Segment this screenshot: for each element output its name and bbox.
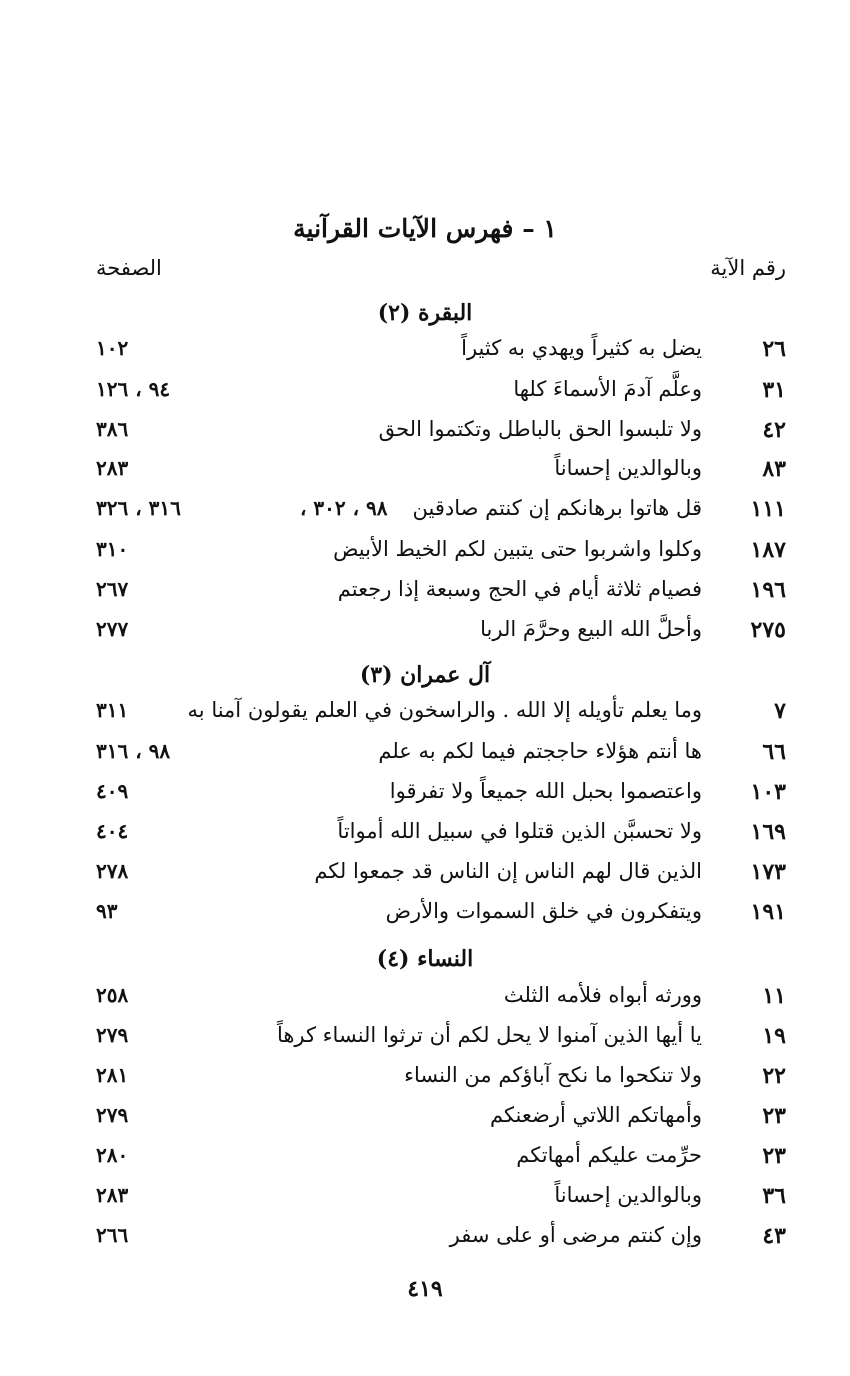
- verse-text: ولا تحسبَّن الذين قتلوا في سبيل الله أمواتاً: [337, 819, 702, 843]
- verse-text: الذين قال لهم الناس إن الناس قد جمعوا لكم: [314, 859, 702, 883]
- index-row: [0, 336, 850, 376]
- page-references: ٢٨٣: [96, 1183, 129, 1207]
- page-references: ٤٠٩: [96, 779, 129, 803]
- index-row: [0, 617, 850, 657]
- index-row: [0, 819, 850, 859]
- index-row: [0, 698, 850, 738]
- index-row: [0, 779, 850, 819]
- page-references: ١٠٢: [96, 336, 129, 360]
- verse-text: واعتصموا بحبل الله جميعاً ولا تفرقوا: [389, 779, 702, 803]
- page-references: ٢٧٨: [96, 859, 129, 883]
- verse-number: ٢٣: [762, 1103, 786, 1129]
- verse-number: ٦٦: [762, 739, 786, 765]
- verse-text: وأمهاتكم اللاتي أرضعنكم: [489, 1103, 702, 1127]
- page-references: ٢٧٩: [96, 1023, 129, 1047]
- index-row: [0, 1223, 850, 1263]
- verse-text: وإن كنتم مرضى أو على سفر: [449, 1223, 702, 1247]
- index-row: [0, 537, 850, 577]
- index-row: [0, 983, 850, 1023]
- verse-text: يا أيها الذين آمنوا لا يحل لكم أن ترثوا النساء كرهاً: [276, 1023, 702, 1047]
- verse-text: وما يعلم تأويله إلا الله . والراسخون في العلم يقولون آمنا به: [187, 698, 702, 722]
- verse-number: ١٩٦: [750, 577, 786, 603]
- verse-number: ٢٧٥: [750, 617, 786, 643]
- page-references: ٣١٦ ، ٣٢٦: [96, 496, 181, 520]
- verse-number: ٢٢: [762, 1063, 786, 1089]
- index-row: [0, 496, 850, 536]
- verse-number: ١١: [762, 983, 786, 1009]
- section-heading: آل عمران (٣): [359, 662, 491, 688]
- index-row: [0, 377, 850, 417]
- verse-text: قل هاتوا برهانكم إن كنتم صادقين: [412, 496, 702, 520]
- page-references: ٢٦٧: [96, 577, 129, 601]
- page-references: ٢٨٣: [96, 456, 129, 480]
- verse-text: فصيام ثلاثة أيام في الحج وسبعة إذا رجعتم: [337, 577, 702, 601]
- index-row: [0, 1103, 850, 1143]
- verse-number: ٣١: [762, 377, 786, 403]
- verse-number: ١٧٣: [750, 859, 786, 885]
- index-row: [0, 1143, 850, 1183]
- verse-number-header: رقم الآية: [710, 256, 786, 280]
- page-references: ٣٨٦: [96, 417, 129, 441]
- verse-text: ولا تلبسوا الحق بالباطل وتكتموا الحق: [378, 417, 702, 441]
- verse-text: وأحلَّ الله البيع وحرَّمَ الربا: [480, 617, 702, 641]
- page-references: ٢٨١: [96, 1063, 129, 1087]
- verse-number: ٢٣: [762, 1143, 786, 1169]
- index-row: [0, 1023, 850, 1063]
- page-references: ٢٨٠: [96, 1143, 129, 1167]
- index-row: [0, 417, 850, 457]
- page-references: ٤٠٤: [96, 819, 129, 843]
- verse-number: ١٨٧: [750, 537, 786, 563]
- verse-number: ٢٦: [762, 336, 786, 362]
- page-header: الصفحة: [96, 256, 162, 280]
- verse-number: ١٩١: [750, 899, 786, 925]
- page-references: ٢٧٩: [96, 1103, 129, 1127]
- page-number: ٤١٩: [407, 1276, 443, 1302]
- section-heading: البقرة (٢): [377, 300, 473, 326]
- page-references: ٣١٠: [96, 537, 129, 561]
- verse-text: يضل به كثيراً ويهدي به كثيراً: [461, 336, 702, 360]
- index-row: [0, 739, 850, 779]
- page-references: ٩٨ ، ٣١٦: [96, 739, 171, 763]
- page-references: ٩٤ ، ١٢٦: [96, 377, 171, 401]
- index-row: [0, 1183, 850, 1223]
- verse-number: ١١١: [750, 496, 786, 522]
- verse-text: وكلوا واشربوا حتى يتبين لكم الخيط الأبيض: [333, 537, 702, 561]
- verse-text: وبالوالدين إحساناً: [554, 1183, 702, 1207]
- page-references: ٢٧٧: [96, 617, 129, 641]
- verse-number: ١٠٣: [750, 779, 786, 805]
- index-row: [0, 859, 850, 899]
- index-row: [0, 899, 850, 939]
- page-references: ٢٥٨: [96, 983, 129, 1007]
- verse-number: ٨٣: [762, 456, 786, 482]
- verse-text: ها أنتم هؤلاء حاججتم فيما لكم به علم: [378, 739, 702, 763]
- verse-number: ١٦٩: [750, 819, 786, 845]
- page-references: ٢٦٦: [96, 1223, 129, 1247]
- section-heading: النساء (٤): [376, 946, 474, 972]
- index-row: [0, 577, 850, 617]
- verse-text: حرِّمت عليكم أمهاتكم: [516, 1143, 702, 1167]
- page-title: ١ – فهرس الآيات القرآنية: [293, 214, 557, 243]
- verse-number: ٤٣: [762, 1223, 786, 1249]
- index-row: [0, 1063, 850, 1103]
- verse-text: ولا تنكحوا ما نكح آباؤكم من النساء: [404, 1063, 702, 1087]
- verse-text: وبالوالدين إحساناً: [554, 456, 702, 480]
- verse-text: وورثه أبواه فلأمه الثلث: [503, 983, 702, 1007]
- page-references: ٣١١: [96, 698, 129, 722]
- page-references-extra: ٩٨ ، ٣٠٢ ،: [300, 496, 388, 520]
- verse-number: ١٩: [762, 1023, 786, 1049]
- verse-text: ويتفكرون في خلق السموات والأرض: [385, 899, 702, 923]
- page-references: ٩٣: [96, 899, 118, 923]
- verse-text: وعلَّم آدمَ الأسماءَ كلها: [513, 377, 702, 401]
- verse-number: ٣٦: [762, 1183, 786, 1209]
- verse-number: ٧: [774, 698, 786, 724]
- index-row: [0, 456, 850, 496]
- verse-number: ٤٢: [762, 417, 786, 443]
